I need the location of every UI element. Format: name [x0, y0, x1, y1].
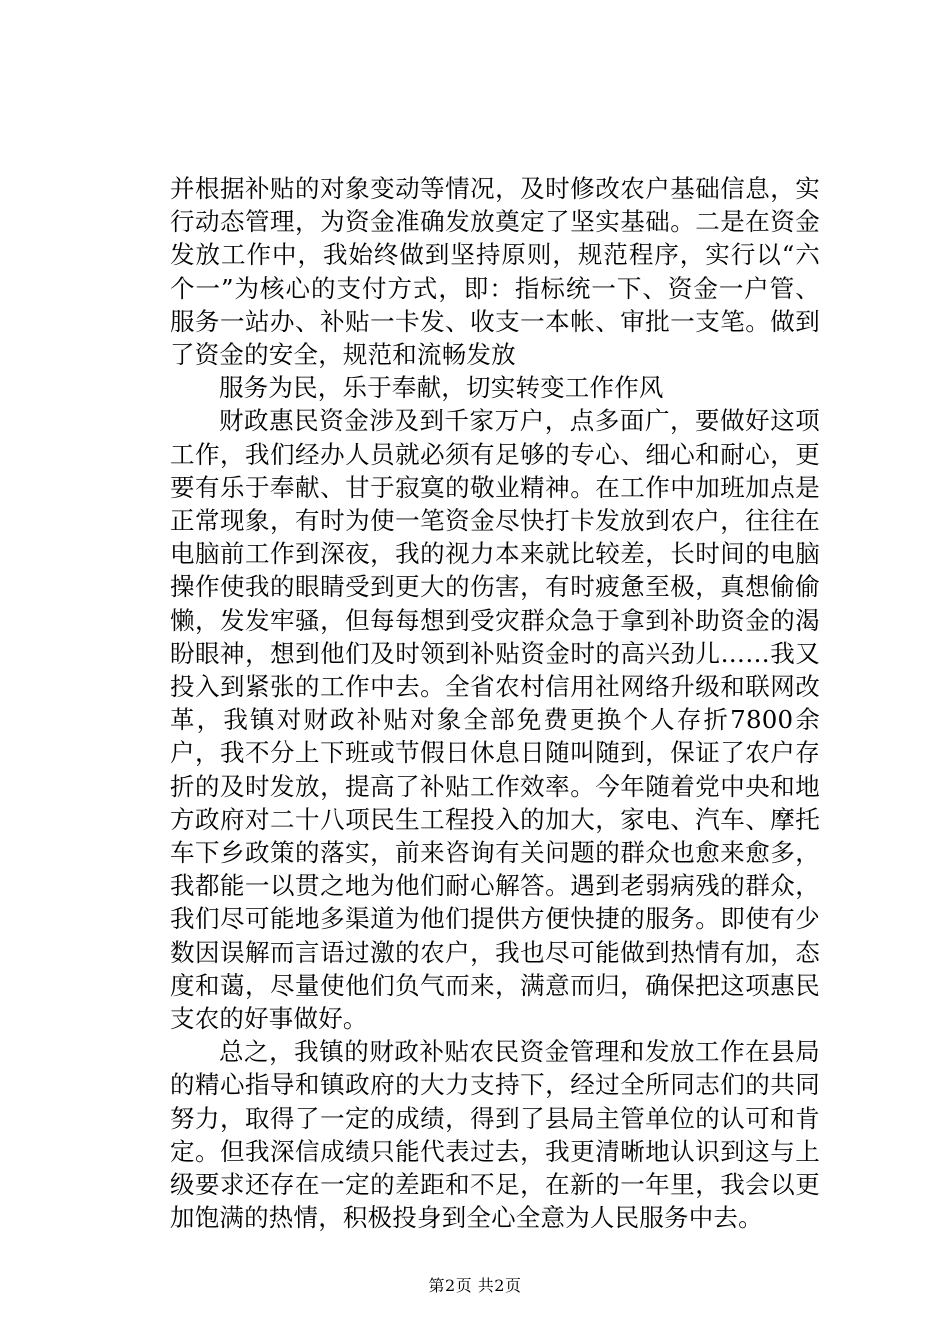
paragraph-service: 财政惠民资金涉及到千家万户，点多面广，要做好这项工作，我们经办人员就必须有足够的专心、细心和耐心，更要有乐于奉献、甘于寂寞的敬业精神。在工作中加班加点是正常现象，有时为使一笔资金尽快打卡发放到农户，往往在电脑前工作到深夜，我的视力本来就比较差，长时间的电脑操作使我的眼睛受到更大的伤害，有时疲惫至极，真想偷偷懒，发发牢骚，但每每想到受灾群众急于拿到补助资金的渴盼眼神，想到他们及时领到补贴资金时的高兴劲儿……我又投入到紧张的工作中去。全省农村信用社网络升级和联网改革，我镇对财政补贴对象全部免费更换个人存折7800余户，我不分上下班或节假日休息日随叫随到，保证了农户存折的及时发放，提高了补贴工作效率。今年随着党中央和地方政府对二十八项民生工程投入的加大，家电、汽车、摩托车下乡政策的落实，前来咨询有关问题的群众也愈来愈多，我都能一以贯之地为他们耐心解答。遇到老弱病残的群众，我们尽可能地多渠道为他们提供方便快捷的服务。即使有少数因误解而言语过激的农户，我也尽可能做到热情有加，态度和蔼，尽量使他们负气而来，满意而归，确保把这项惠民支农的好事做好。 — [170, 406, 820, 1034]
body-text — [170, 172, 820, 1235]
page-footer: 第2页 共2页 — [428, 1276, 522, 1295]
section-heading: 服务为民，乐于奉献，切实转变工作作风 — [219, 373, 664, 403]
paragraph-conclusion: 总之，我镇的财政补贴农民资金管理和发放工作在县局的精心指导和镇政府的大力支持下，经过全所同志们的共同努力，取得了一定的成绩，得到了县局主管单位的认可和肯定。但我深信成绩只能代表过去，我更清晰地认识到这与上级要求还存在一定的差距和不足，在新的一年里，我会以更加饱满的热情，积极投身到全心全意为人民服务中去。 — [170, 1037, 820, 1233]
paragraph-continuation: 并根据补贴的对象变动等情况，及时修改农户基础信息，实行动态管理，为资金准确发放奠定了坚实基础。二是在资金发放工作中，我始终做到坚持原则，规范程序，实行以“六个一”为核心的支付方式，即：指标统一下、资金一户管、服务一站办、补贴一卡发、收支一本帐、审批一支笔。做到了资金的安全，规范和流畅发放 — [170, 174, 820, 370]
